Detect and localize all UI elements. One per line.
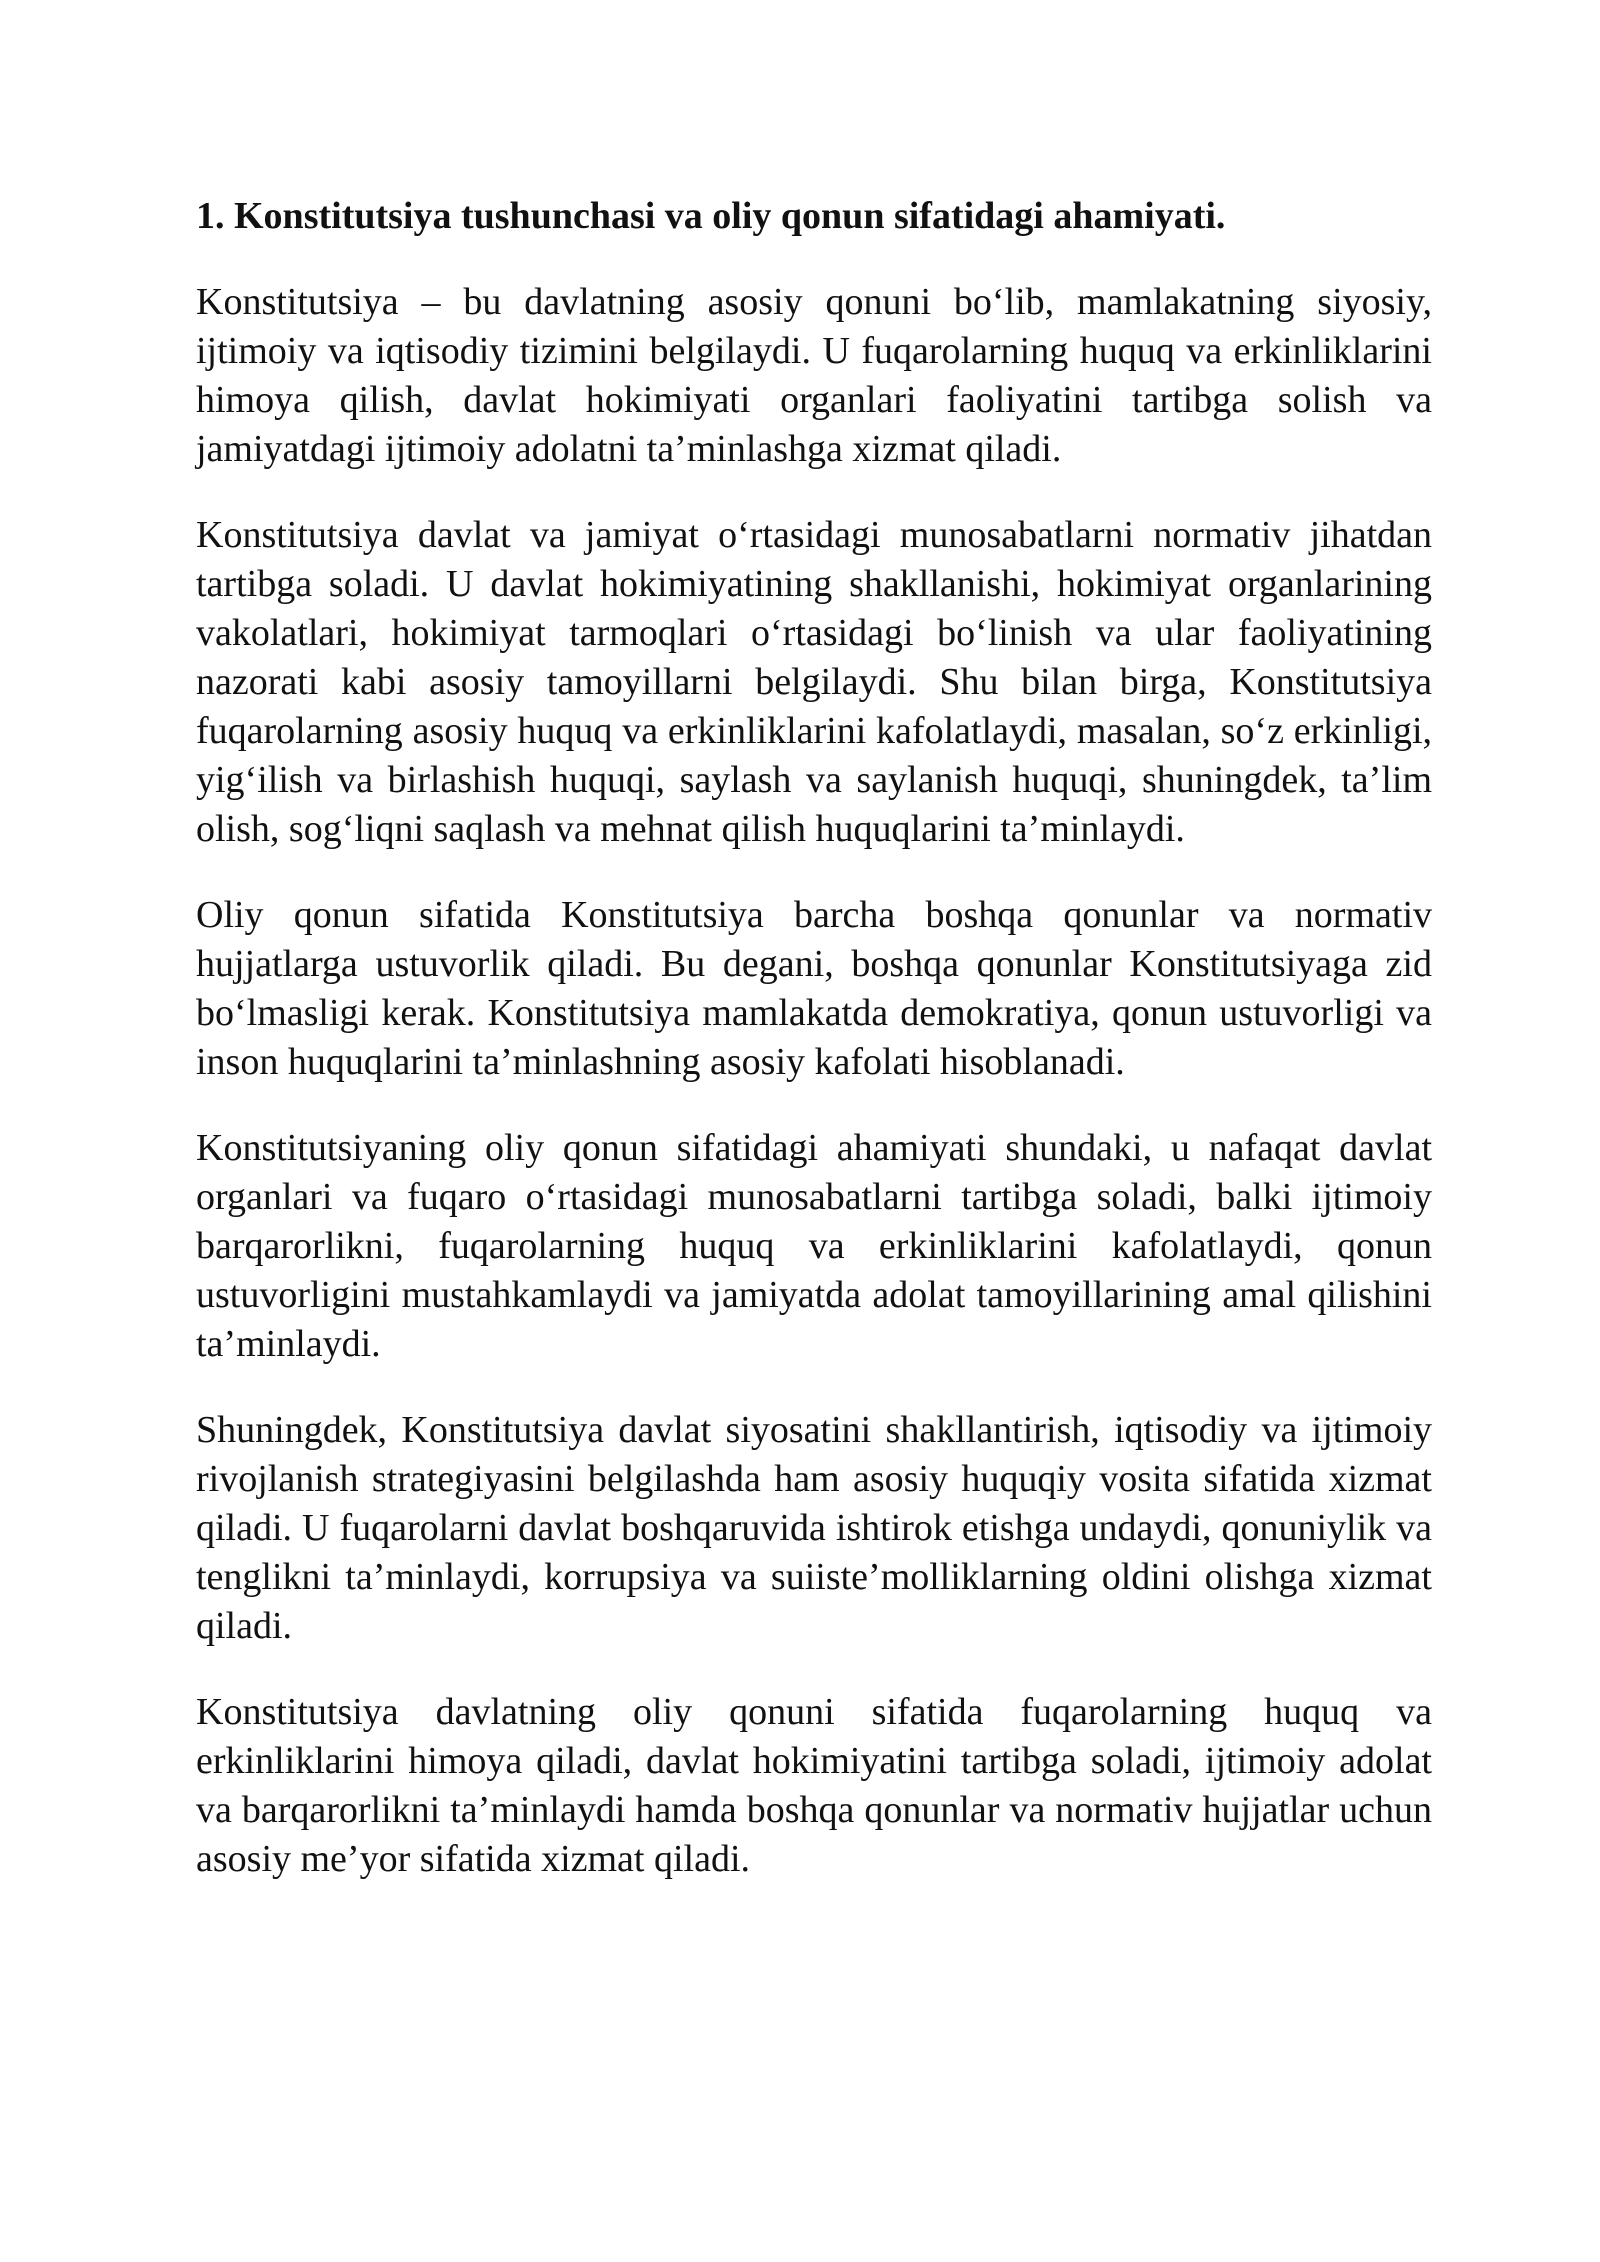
paragraph-4: Konstitutsiyaning oliy qonun sifatidagi ahamiyati shundaki, u nafaqat davlat organlari va fuqaro o‘rtasidagi munosabatlarni tartibga soladi, balki ijtimoiy barqarorlikni, fuqarolarning huquq va erkinliklarini kafolatlaydi, qonun ustuvorligini mustahkamlaydi va jamiyatda adolat tamoyillarining amal qilishini ta’minlaydi. <box>196 1127 1432 1365</box>
paragraph-5: Shuningdek, Konstitutsiya davlat siyosatini shakllantirish, iqtisodiy va ijtimoiy rivojlanish strategiyasini belgilashda ham asosiy huquqiy vosita sifatida xizmat qiladi. U fuqarolarni davlat boshqaruvida ishtirok etishga undaydi, qonuniylik va tenglikni ta’minlaydi, korrupsiya va suiiste’molliklarning oldini olishga xizmat qiladi. <box>196 1409 1432 1647</box>
paragraph-6: Konstitutsiya davlatning oliy qonuni sifatida fuqarolarning huquq va erkinliklarini himoya qiladi, davlat hokimiyatini tartibga soladi, ijtimoiy adolat va barqarorlikni ta’minlaydi hamda boshqa qonunlar va normativ hujjatlar uchun asosiy me’yor sifatida xizmat qiladi. <box>196 1691 1432 1880</box>
paragraph-3: Oliy qonun sifatida Konstitutsiya barcha boshqa qonunlar va normativ hujjatlarga ustuvorlik qiladi. Bu degani, boshqa qonunlar Konstitutsiyaga zid bo‘lmasligi kerak. Konstitutsiya mamlakatda demokratiya, qonun ustuvorligi va inson huquqlarini ta’minlashning asosiy kafolati hisoblanadi. <box>196 894 1432 1083</box>
paragraph-2: Konstitutsiya davlat va jamiyat o‘rtasidagi munosabatlarni normativ jihatdan tartibga soladi. U davlat hokimiyatining shakllanishi, hokimiyat organlarining vakolatlari, hokimiyat tarmoqlari o‘rtasidagi bo‘linish va ular faoliyatining nazorati kabi asosiy tamoyillarni belgilaydi. Shu bilan birga, Konstitutsiya fuqarolarning asosiy huquq va erkinliklarini kafolatlaydi, masalan, so‘z erkinligi, yig‘ilish va birlashish huquqi, saylash va saylanish huquqi, shuningdek, ta’lim olish, sog‘liqni saqlash va mehnat qilish huquqlarini ta’minlaydi. <box>196 514 1432 850</box>
section-heading: 1. Konstitutsiya tushunchasi va oliy qonun sifatidagi ahamiyati. <box>196 195 1226 237</box>
paragraph-1: Konstitutsiya – bu davlatning asosiy qonuni bo‘lib, mamlakatning siyosiy, ijtimoiy va iqtisodiy tizimini belgilaydi. U fuqarolarning huquq va erkinliklarini himoya qilish, davlat hokimiyati organlari faoliyatini tartibga solish va jamiyatdagi ijtimoiy adolatni ta’minlashga xizmat qiladi. <box>196 281 1432 470</box>
document-body <box>196 192 1432 1921</box>
